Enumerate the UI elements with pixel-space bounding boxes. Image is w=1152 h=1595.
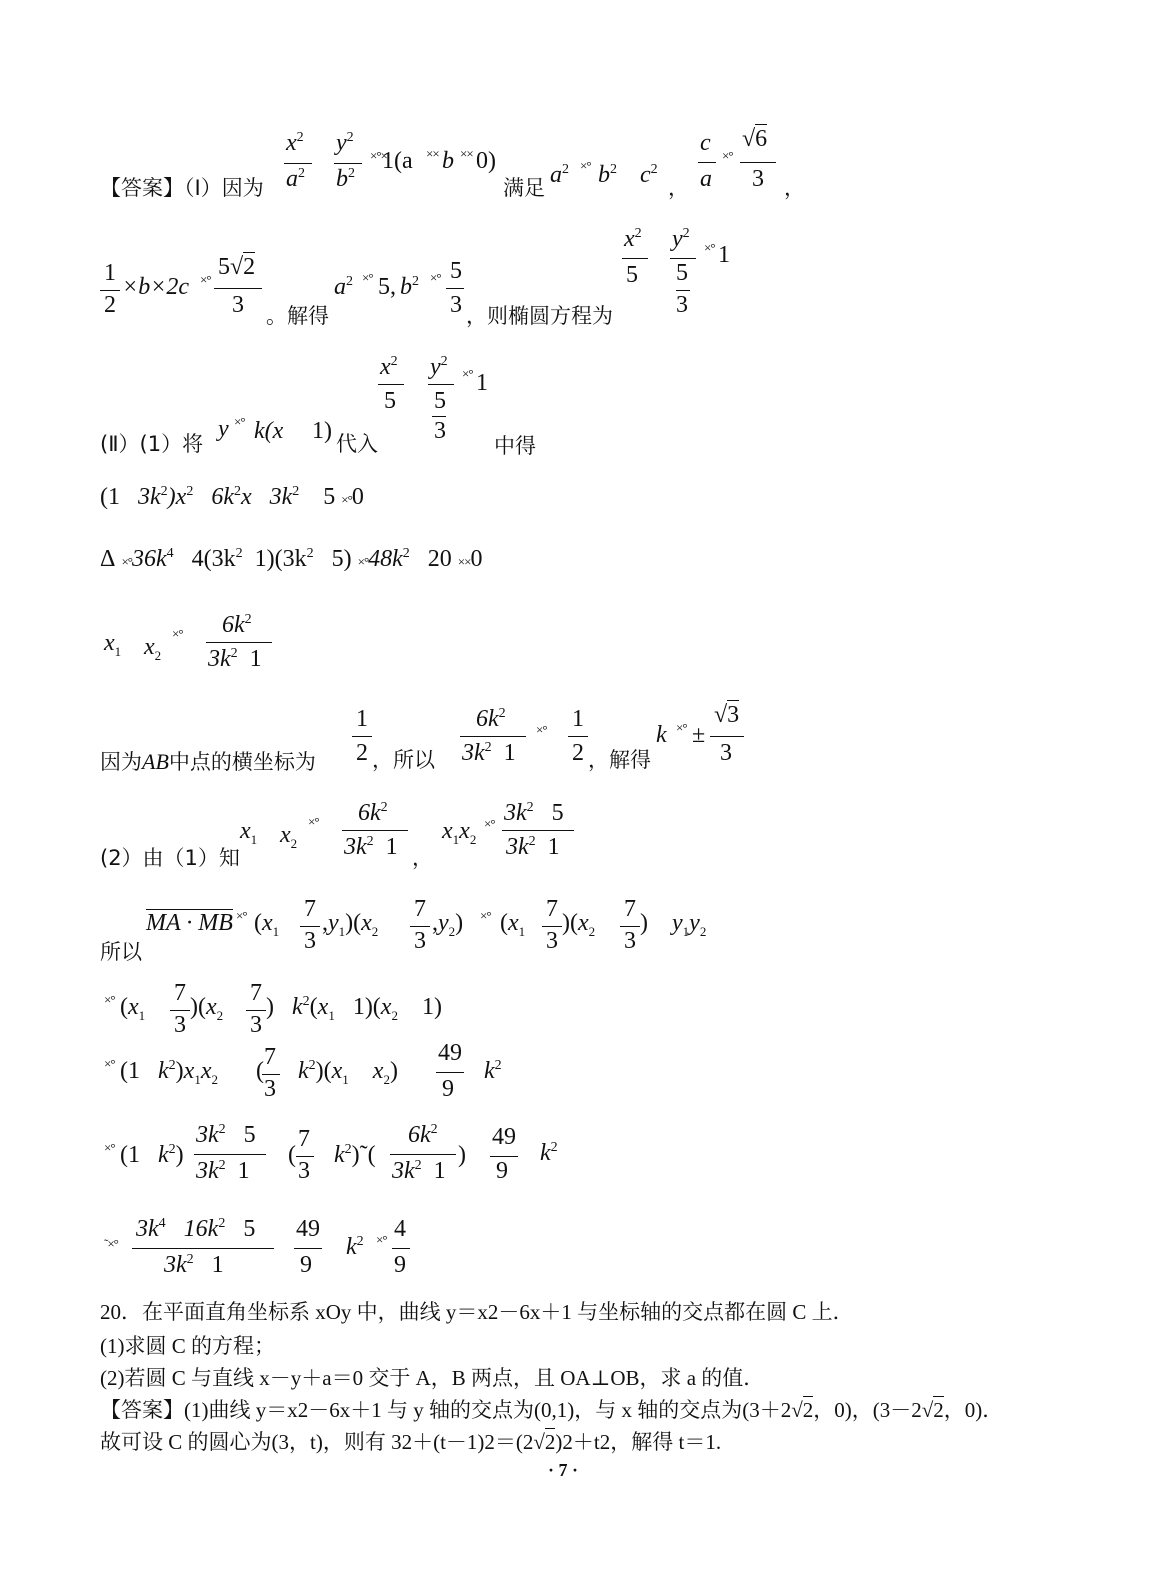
fraction-bar	[342, 830, 408, 831]
part2-intro: (2）由（1）知	[100, 846, 240, 870]
page-number: · 7 ·	[548, 1460, 579, 1480]
mid-num: $6k^2$	[476, 706, 506, 732]
fraction-bar	[620, 926, 640, 927]
four: 4	[394, 1216, 406, 1242]
frac-num: $3k^2$ 5	[196, 1122, 256, 1148]
y1-part: $,y_1)(x_2$	[322, 910, 379, 939]
three: 3	[414, 928, 426, 954]
c-numerator: c	[700, 130, 711, 156]
garbled-glyph: ×°	[104, 992, 115, 1007]
five-sqrt2: 5√2	[218, 254, 256, 280]
problem-20-answer-2: 故可设 C 的圆心为(3，t)，则有 32＋(t－1)2＝(2√2)2＋t2，解得 t＝1.	[100, 1430, 722, 1454]
garbled-glyph: ×°	[676, 720, 687, 735]
garbled-glyph: ×°	[480, 908, 491, 923]
garbled-glyph: ×°	[104, 1140, 115, 1155]
half-den: 2	[104, 292, 116, 318]
half-den: 2	[356, 740, 368, 766]
expr-d: (1 $k^2)x_1x_2$	[120, 1058, 218, 1087]
half-num: 1	[572, 706, 584, 732]
x2-num: $x^2$	[380, 354, 398, 380]
expr-a: ($x_1$	[120, 994, 146, 1023]
fraction-bar	[542, 926, 562, 927]
prod-den: $3k^2$ 1	[506, 834, 560, 860]
final-den: $3k^2$ 1	[164, 1252, 224, 1278]
frac-num: $6k^2$	[408, 1122, 438, 1148]
final-num: $3k^4$ $16k^2$ 5	[136, 1216, 256, 1242]
garbled-glyph: ×°	[236, 908, 247, 923]
a2-term: $a^2$	[550, 162, 569, 188]
sqrt3: √3	[714, 702, 740, 728]
fraction-bar	[622, 258, 648, 259]
seven: 7	[298, 1126, 310, 1152]
fraction-bar	[446, 288, 464, 289]
y2-num: $y^2$	[430, 354, 448, 380]
garbled-glyph: ×°×	[370, 148, 387, 163]
sqrt6: √6	[742, 126, 768, 152]
fraction-bar	[390, 1154, 456, 1155]
garbled-glyph: ˜×°	[104, 1236, 118, 1251]
fraction-bar	[502, 830, 574, 831]
garbled-glyph: ×°	[722, 148, 733, 163]
seven: 7	[304, 896, 316, 922]
b2-term: $b^2$	[598, 162, 617, 188]
garbled-glyph: ×°	[536, 722, 547, 737]
ellipse-eq-text: ，则椭圆方程为	[466, 304, 613, 328]
y2-num: $y^2$	[672, 226, 690, 252]
fraction-bar	[214, 288, 262, 289]
garbled-glyph: ×°	[362, 270, 373, 285]
paren: )	[458, 1142, 466, 1168]
three: 3	[304, 928, 316, 954]
mid-den: $3k^2$ 1	[462, 740, 516, 766]
fraction-bar	[246, 1010, 266, 1011]
problem-20-question: 20．在平面直角坐标系 xOy 中，曲线 y＝x2－6x＋1 与坐标轴的交点都在圆 C 上．	[100, 1300, 854, 1324]
fraction-bar	[392, 1248, 410, 1249]
seven: 7	[250, 980, 262, 1006]
seven: 7	[174, 980, 186, 1006]
substitute-text: 代入	[336, 432, 378, 456]
x1: $x_1$	[240, 818, 258, 847]
paren: (	[288, 1142, 296, 1168]
fraction-bar	[170, 1010, 190, 1011]
problem-20-part1: (1)求圆 C 的方程；	[100, 1334, 275, 1358]
expr-b: )($x_2$	[190, 994, 224, 1023]
three: 3	[624, 928, 636, 954]
k2: $k^2$	[346, 1234, 364, 1260]
fraction-bar	[698, 162, 716, 163]
frac-den: $3k^2$ 1	[196, 1158, 250, 1184]
midpoint-text: 因为AB中点的横坐标为	[100, 749, 316, 774]
y2-numerator: $y^2$	[336, 130, 354, 156]
fraction-bar	[432, 416, 446, 417]
five-den: 5	[384, 388, 396, 414]
fraction-bar	[334, 163, 362, 164]
sum-den: $3k^2$ 1	[208, 646, 262, 672]
fraction-bar	[378, 384, 404, 385]
k2: $k^2$	[484, 1058, 502, 1084]
fraction-bar	[676, 290, 690, 291]
fraction-bar	[568, 736, 588, 737]
so-text: ，所以	[372, 748, 435, 772]
area-expr: ×b×2c	[122, 274, 190, 300]
a2-denominator: $a^2$	[286, 166, 305, 192]
k-var: k	[656, 722, 667, 748]
a-denominator: a	[700, 166, 712, 192]
so-label: 所以	[100, 940, 142, 964]
fraction-bar	[206, 642, 272, 643]
three-den: 3	[752, 166, 764, 192]
k-expr: k(x	[254, 418, 284, 444]
fraction-bar	[670, 258, 696, 259]
nine: 9	[442, 1076, 454, 1102]
five-den: 5	[434, 388, 446, 414]
x2: $x_2$	[144, 634, 162, 663]
comma: ，	[668, 176, 689, 200]
half-num: 1	[356, 706, 368, 732]
x2-numerator: $x^2$	[286, 130, 304, 156]
one: 1	[476, 370, 488, 396]
a2-value: $a^2$	[334, 274, 353, 300]
y-var: y	[218, 416, 229, 442]
seven: 7	[264, 1044, 276, 1070]
fraction-bar	[352, 736, 372, 737]
solve-text: ，解得	[588, 748, 651, 772]
fraction-bar	[296, 1156, 314, 1157]
seven: 7	[414, 896, 426, 922]
three-den: 3	[720, 740, 732, 766]
three: 3	[250, 1012, 262, 1038]
garbled-glyph: ×°	[376, 1232, 387, 1247]
garbled-glyph: ×°	[200, 272, 211, 287]
forty-nine: 49	[438, 1040, 462, 1066]
problem-20-part2: (2)若圆 C 与直线 x－y＋a＝0 交于 A，B 两点，且 OA⊥OB，求 a 的值．	[100, 1366, 765, 1390]
fraction-bar	[294, 1248, 322, 1249]
fraction-bar	[740, 162, 776, 163]
x2-part: )($x_2$	[562, 910, 596, 939]
problem-20-answer: 【答案】(1)曲线 y＝x2－6x＋1 与 y 轴的交点为(0,1)，与 x 轴的交点为(3＋2√2，0)，(3－2√2，0)．	[100, 1398, 1004, 1422]
x1-part: ($x_1$	[500, 910, 526, 939]
fraction-bar	[490, 1156, 518, 1157]
x2: $x_2$	[280, 822, 298, 851]
three: 3	[264, 1076, 276, 1102]
answer-label: 【答案】（Ⅰ）因为	[100, 176, 264, 200]
quad-eq: (1 $3k^2)x^2$ $6k^2x$ $3k^2$ 5 ×°0	[100, 484, 364, 510]
garbled-glyph: ×°	[484, 816, 495, 831]
one-paren: 1)	[312, 418, 332, 444]
fraction-bar	[284, 163, 312, 164]
fraction-bar	[132, 1248, 274, 1249]
x1: $x_1$	[104, 630, 122, 659]
fraction-bar	[428, 384, 454, 385]
nine: 9	[300, 1252, 312, 1278]
three: 3	[546, 928, 558, 954]
dot-expr: ($x_1$	[254, 910, 280, 939]
seven: 7	[546, 896, 558, 922]
sum-num: $6k^2$	[222, 612, 252, 638]
part2-label: (Ⅱ）(1）将	[100, 432, 204, 456]
garbled-glyph: ×°	[234, 414, 245, 429]
zero-paren: 0)	[476, 148, 496, 174]
expr-g: $k^2)˜$(	[334, 1142, 376, 1168]
fraction-bar	[436, 1072, 464, 1073]
three: 3	[298, 1158, 310, 1184]
garbled-glyph: ×°	[430, 270, 441, 285]
ellipse-condition: 1(a	[382, 148, 413, 174]
k2: $k^2$	[540, 1140, 558, 1166]
garbled-glyph: ×°	[704, 240, 715, 255]
y2-part: $,y_2$)	[432, 910, 464, 939]
expr-e: $k^2)(x_1$ $x_2$)	[298, 1058, 398, 1087]
expr-c: ) $k^2(x_1$ $1)(x_2$ 1)	[266, 994, 442, 1023]
x2-num: $x^2$	[624, 226, 642, 252]
comma: ，	[412, 846, 433, 870]
one: 1	[718, 242, 730, 268]
vector-ma-mb: MA · MB	[146, 910, 233, 936]
garbled-glyph: ××	[426, 146, 439, 161]
a2-five: 5,	[378, 274, 396, 300]
three-den: 3	[434, 418, 446, 444]
get-text: 中得	[494, 434, 536, 458]
delta-eq: $\Delta \times^\circ 36k^4$ $4(3k^2$ $1)(3k^2$ $5) \times^\circ 48k^2$ 20 ××0	[100, 546, 483, 572]
five-num: 5	[450, 258, 462, 284]
plus-minus: ±	[692, 722, 706, 748]
satisfy-text: 满足	[503, 176, 545, 200]
five-den: 5	[626, 262, 638, 288]
solve-text: 。解得	[266, 304, 329, 328]
fraction-bar	[100, 290, 120, 291]
nine: 9	[394, 1252, 406, 1278]
half-num: 1	[104, 260, 116, 286]
b-var: b	[442, 148, 454, 174]
sum-den: $3k^2$ 1	[344, 834, 398, 860]
fraction-bar	[410, 926, 430, 927]
forty-nine: 49	[296, 1216, 320, 1242]
garbled-glyph: ×°	[172, 626, 183, 641]
fraction-bar	[262, 1074, 280, 1075]
b2-denominator: $b^2$	[336, 166, 355, 192]
fraction-bar	[460, 736, 526, 737]
fraction-bar	[194, 1154, 266, 1155]
paren: (	[256, 1058, 264, 1084]
c2-term: $c^2$	[640, 162, 658, 188]
y1y2: ) $y_1y_2$	[640, 910, 707, 939]
expr-f: (1 $k^2$)	[120, 1142, 184, 1168]
fraction-bar	[710, 736, 744, 737]
three-den: 3	[450, 292, 462, 318]
comma: ，	[784, 176, 805, 200]
three-den: 3	[232, 292, 244, 318]
garbled-glyph: ×°	[308, 814, 319, 829]
three-den: 3	[676, 292, 688, 318]
x1x2: $x_1x_2$	[442, 818, 477, 847]
five-den: 5	[676, 260, 688, 286]
seven: 7	[624, 896, 636, 922]
three: 3	[174, 1012, 186, 1038]
forty-nine: 49	[492, 1124, 516, 1150]
prod-num: $3k^2$ 5	[504, 800, 564, 826]
garbled-glyph: ××	[460, 146, 473, 161]
garbled-glyph: ×°	[462, 366, 473, 381]
sum-num: $6k^2$	[358, 800, 388, 826]
frac-den: $3k^2$ 1	[392, 1158, 446, 1184]
garbled-glyph: ×°	[104, 1056, 115, 1071]
half-den: 2	[572, 740, 584, 766]
garbled-glyph: ×°	[580, 158, 591, 173]
nine: 9	[496, 1158, 508, 1184]
b2-value: $b^2$	[400, 274, 419, 300]
fraction-bar	[300, 926, 320, 927]
